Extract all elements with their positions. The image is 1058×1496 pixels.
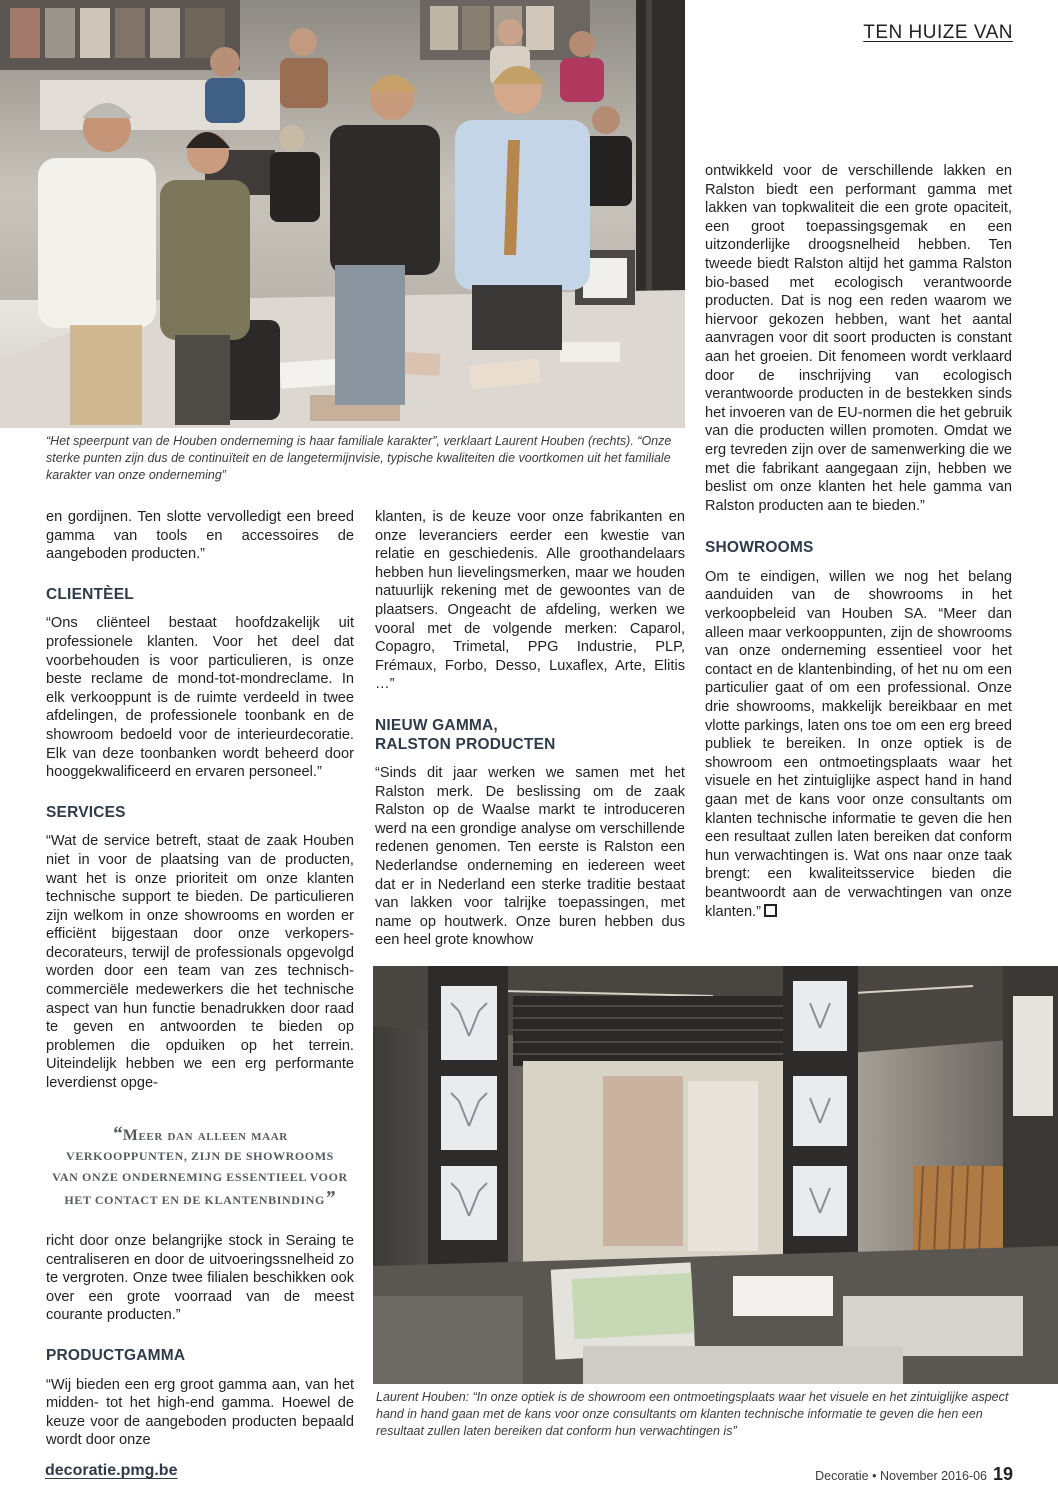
heading-services: SERVICES <box>46 803 126 821</box>
paragraph-clienteel: “Ons cliënteel bestaat hoofdzakelijk uit professionele klanten. Voor het deel dat voorbehouden is voor particulieren, is onze beste reclame de mond-tot-mondreclame. In elk verkooppunt is de ruimte verdeeld in twee afdelingen, de professionele toonbank en de showroom bedoeld voor de interieurdecoratie. Elk van deze toonbanken wordt beheerd door hooggekwalificeerd en ervaren personeel.” <box>46 615 354 781</box>
paragraph-ontwikkeld: ontwikkeld voor de verschillende lakken en Ralston biedt een performant gamma met lakken van topkwaliteit die een grote opaciteit, een groot toepassingsgemak en een uitzonderlijke droogsnelheid hebben. Ten tweede biedt Ralston altijd het gamma Ralston bio-based met ecologisch verantwoorde producten. Dat is nog een reden waarom we hiervoor gekozen hebben, want het aantal aanvragen voor dit soort producten is constant aan het groeien. Dit fenomeen wordt verklaard door de inschrijving van ecologisch verantwoorde producten in de bestekken sinds het invoeren van de EU-normen die het gebruik van die producten willen promoten. Omdat we erg tevreden zijn over de samenwerking die we met die fabrikant aangegaan zijn, hebben we beslist om onze klanten het hele gamma van Ralston producten aan te bieden.” <box>705 163 1012 514</box>
top-photo <box>0 0 685 428</box>
paragraph-showrooms-text: Om te eindigen, willen we nog het belang aanduiden van de showrooms in het verkoopbeleid van Houben SA. “Meer dan alleen maar verkooppunten, zijn de showrooms van onze onderneming essentieel voor het contact en de klantenbinding, of het nu om een particulier gaat of om een professional. Onze drie showrooms, makkelijk bereikbaar en met vlotte parkings, laten ons toe om een erg breed publiek te bereiken. In onze optiek is de showroom een ontmoetingsplaats waar het visuele en het zintuiglijke aspect hand in hand gaan met de kans voor onze consultants om klanten technische informatie te geven die hen een resultaat zullen laten bereiken dat conform hun verwachtingen is. Wat ons naar onze taak brengt: een kwaliteitsservice bieden die beantwoordt aan de verwachtingen van onze klanten.” <box>705 568 1012 920</box>
paragraph-stock: richt door onze belangrijke stock in Seraing te centraliseren en door de uitvoeringssnelheid zo te vergroten. Onze twee filialen beschikken ook over een grote voorraad van de meest courante producten.” <box>46 1233 354 1324</box>
footer-issue <box>815 1464 1013 1485</box>
paragraph-ralston: “Sinds dit jaar werken we samen met het Ralston merk. De beslissing om de zaak Ralston op de Waalse markt te introduceren werd na een grondige analyse om verschillende redenen genomen. Ten eerste is Ralston een Nederlandse onderneming en iedereen weet dat er in Nederland een sterke traditie bestaat van lakken voor talrijke toepassingen, met name op houtwerk. Onze buren hebben dus een heel grote knowhow <box>375 764 685 949</box>
heading-productgamma: PRODUCTGAMMA <box>46 1346 186 1364</box>
pull-quote-line-4: HET CONTACT EN DE KLANTENBINDING <box>64 1193 325 1207</box>
column-3 <box>705 162 1012 921</box>
pull-quote-line-1: Meer dan alleen maar <box>122 1127 288 1144</box>
footer-website-link[interactable]: decoratie.pmg.be <box>45 1462 178 1479</box>
paragraph-showrooms <box>705 568 1012 921</box>
column-1 <box>46 508 354 1093</box>
column-2 <box>375 508 685 950</box>
pull-quote: “Meer dan alleen maar VERKOOPPUNTEN, ZIJN DE SHOWROOMS VAN ONZE ONDERNEMING ESSENTIEEL VOOR HET CONTACT EN DE KLANTENBINDING” <box>46 1124 354 1211</box>
end-mark-icon <box>764 904 777 917</box>
bottom-photo <box>373 966 1058 1384</box>
heading-clienteel: CLIENTÈEL <box>46 585 134 603</box>
top-photo-caption: “Het speerpunt van de Houben onderneming is haar familiale karakter”, verklaart Laurent Houben (rechts). “Onze sterke punten zijn dus de continuïteit en de langetermijnvisie, typische kwaliteiten die voortkomen uit het familiale karakter van onze onderneming” <box>46 434 672 482</box>
footer-issue-text: Decoratie • November 2016-06 <box>815 1469 987 1483</box>
paragraph-services: “Wat de service betreft, staat de zaak Houben niet in voor de plaatsing van de producten, want het is onze prioriteit om onze klanten technische support te bieden. De particulieren zijn welkom in onze showrooms en worden er efficiënt bijgestaan door onze verkopers-decorateurs, terwijl de professionals opgevolgd worden door een team van zes technisch-commerciële medewerkers die het technische aspect van hun functie benadrukken door raad te geven en antwoorden te bieden op problemen die opduiken op het terrein. Uiteindelijk hebben we een erg performante leverdienst opge- <box>46 833 354 1092</box>
pull-quote-line-3: VAN ONZE ONDERNEMING ESSENTIEEL VOOR <box>52 1170 348 1184</box>
page-number: 19 <box>992 1464 1013 1484</box>
heading-showrooms: SHOWROOMS <box>705 539 814 557</box>
section-label: TEN HUIZE VAN <box>863 22 1013 43</box>
paragraph-intro: en gordijnen. Ten slotte vervolledigt een breed gamma van tools en accessoires de aangeboden producten.” <box>46 509 354 563</box>
heading-nieuw-gamma <box>375 716 685 754</box>
paragraph-klanten: klanten, is de keuze voor onze fabrikanten en onze leveranciers eerder een kwestie van relatie en geschiedenis. Alle groothandelaars hebben hun lievelingsmerken, maar we houden natuurlijk rekening met de gewoontes van de plaatsers. Ongeacht de afdeling, werken we vooral met de volgende merken: Caparol, Copagro, Trimetal, PPG Industrie, PLP, Frémaux, Forbo, Desso, Luxaflex, Arte, Elitis …” <box>375 509 685 693</box>
heading-nieuw-gamma-line-2: RALSTON PRODUCTEN <box>375 735 556 753</box>
pull-quote-line-2: VERKOOPPUNTEN, ZIJN DE SHOWROOMS <box>66 1149 334 1163</box>
bottom-photo-caption: Laurent Houben: “In onze optiek is de showroom een ontmoetingsplaats waar het visuele en het zintuiglijke aspect hand in hand gaan met de kans voor onze consultants om klanten technische informatie te geven die hen een resultaat zullen laten bereiken dat conform hun verwachtingen is” <box>376 1390 1009 1438</box>
column-1-continued <box>46 1232 354 1450</box>
heading-nieuw-gamma-line-1: NIEUW GAMMA, <box>375 716 498 734</box>
paragraph-productgamma: “Wij bieden een erg groot gamma aan, van het midden- tot het high-end gamma. Hoewel de keuze voor de aangeboden producten bepaald wordt door onze <box>46 1376 354 1449</box>
